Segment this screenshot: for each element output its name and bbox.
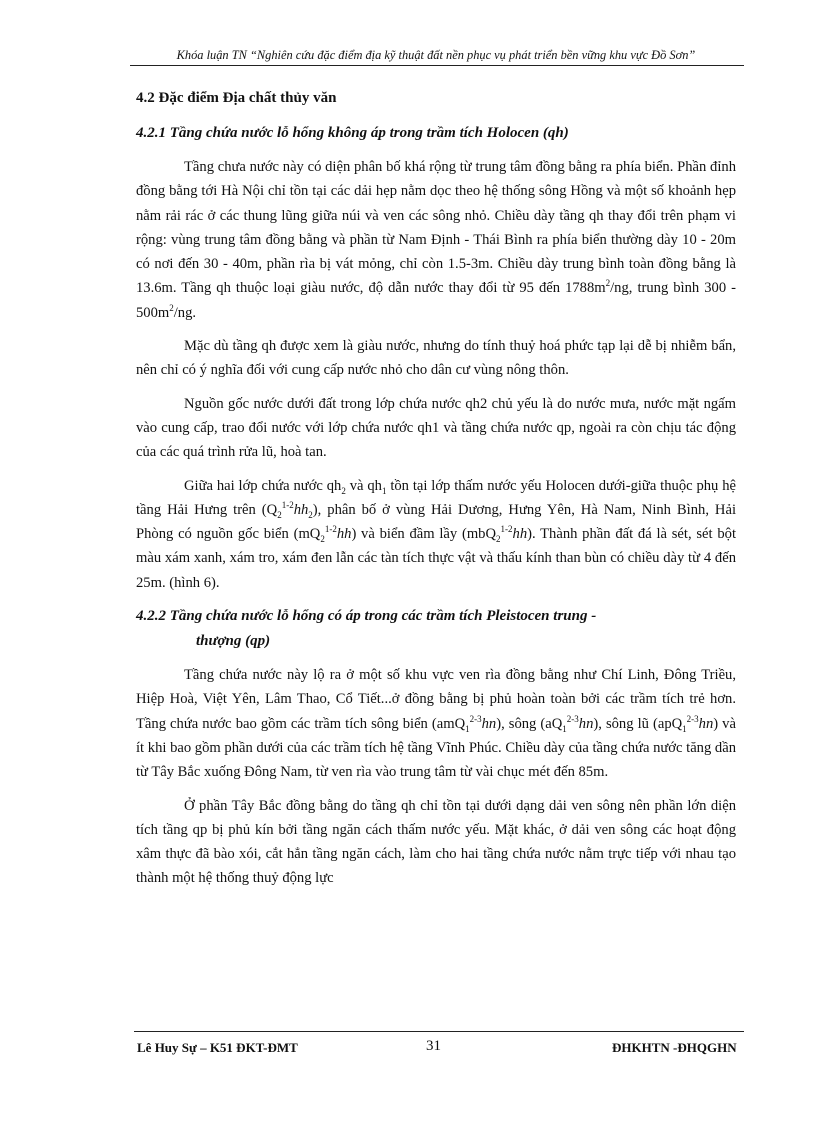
footer-author: Lê Huy Sự – K51 ĐKT-ĐMT: [137, 1040, 298, 1055]
paragraph-qp-northwest: Ở phần Tây Bắc đồng bằng do tầng qh chỉ tồn tại dưới dạng dải ven sông nên phần lớn diện tích tầng qp bị phủ kín bởi tầng ngăn cách thấm nước yếu. Mặt khác, ở dải ven sông các hoạt động xâm thực đã bào xói, cắt hẳn tầng ngăn cách, làm cho hai tầng chứa nước nằm trực tiếp với nhau tạo thành một hệ thống thuỷ động lực: [136, 797, 736, 887]
running-header: Khóa luận TN “Nghiên cứu đặc điểm địa kỹ thuật đất nền phục vụ phát triển bền vững khu vực Đồ Sơn”: [176, 48, 696, 62]
subsection-heading-4-2-1: 4.2.1 Tầng chứa nước lỗ hổng không áp trong trầm tích Holocen (qh): [136, 125, 569, 141]
paragraph-qp-distribution: Tầng chứa nước này lộ ra ở một số khu vực ven rìa đồng bằng như Chí Linh, Đông Triều, Hiệp Hoà, Việt Yên, Lâm Thao, Cổ Tiết...ở đồng bằng bị phủ hoàn toàn bởi các trầm tích trẻ hơn. Tầng chứa nước bao gồm các trầm tích sông biển (amQ$_1^{2-3}$hn), sông $(aQ_1^{2-3}hn)$, sông lũ (apQ$_1^{2-3}$hn) và ít khi bao gồm phần dưới của các trầm tích hệ tầng Vĩnh Phúc. Chiều dày của tầng chứa nước tăng dần từ Tây Bắc xuống Đông Nam, từ ven rìa vào trung tâm từ vài chục mét đến 85m.: [136, 667, 736, 781]
paragraph-qh-pollution: Mặc dù tầng qh được xem là giàu nước, nhưng do tính thuỷ hoá phức tạp lại dễ bị nhiễm bẩn, nên chỉ có ý nghĩa đối với cung cấp nước nhỏ cho dân cư vùng nông thôn.: [136, 338, 736, 379]
footer-rule: [134, 1031, 744, 1032]
section-heading: 4.2 Đặc điểm Địa chất thủy văn: [136, 90, 337, 106]
footer-institution: ĐHKHTN -ĐHQGHN: [612, 1040, 737, 1055]
header-rule: [130, 65, 744, 66]
page-content: [136, 90, 736, 900]
paragraph-qh2-origin: Nguồn gốc nước dưới đất trong lớp chứa nước qh2 chủ yếu là do nước mưa, nước mặt ngấm vào cung cấp, trao đổi nước với lớp chứa nước qh1 và tầng chứa nước qp, ngoài ra còn chịu tác động của các quá trình rửa lũ, hoà tan.: [136, 395, 736, 461]
subsection-heading-4-2-2: 4.2.2 Tầng chứa nước lỗ hổng có áp trong các trầm tích Pleistocen trung - thượng (qp): [136, 608, 597, 650]
page-number: 31: [426, 1038, 441, 1054]
paragraph-qh-distribution: Tầng chưa nước này có diện phân bố khá rộng từ trung tâm đồng bằng ra phía biển. Phần đỉnh đồng bằng tới Hà Nội chỉ tồn tại các dải hẹp nằm dọc theo hệ thống sông Hồng và một số khoảnh hẹp nằm rải rác ở các thung lũng giữa núi và ven các sông nhỏ. Chiều dày tầng qh thay đổi trên phạm vi rộng: vùng trung tâm đồng bằng và phần từ Nam Định - Thái Bình ra phía biển thường dày 10 - 20m có nơi đến 30 - 40m, phần rìa bị vát mỏng, chỉ còn 1.5-3m. Chiều dày trung bình toàn đồng bằng là 13.6m. Tầng qh thuộc loại giàu nước, độ dẫn nước thay đổi từ 95 đến $1788m^2/ng$, trung bình $300 - 500m^2/ng$.: [136, 159, 736, 321]
paragraph-aquitard-holocene: Giữa hai lớp chứa nước $qh_2$ và $qh_1$ tồn tại lớp thấm nước yếu Holocen dưới-giữa thuộc phụ hệ tầng Hải Hưng trên $(Q_2^{1-2}hh_2)$, phân bố ở vùng Hải Dương, Hưng Yên, Hà Nam, Ninh Bình, Hải Phòng có nguồn gốc biển $(mQ_2^{1-2}hh)$ và biển đầm lầy (mbQ$_2^{1-2}$hh). Thành phần đất đá là sét, sét bột màu xám xanh, xám tro, xám đen lẫn các tàn tích thực vật và thấu kính than bùn có chiều dày từ 4 đến 25m. (hình 6).: [136, 477, 737, 591]
